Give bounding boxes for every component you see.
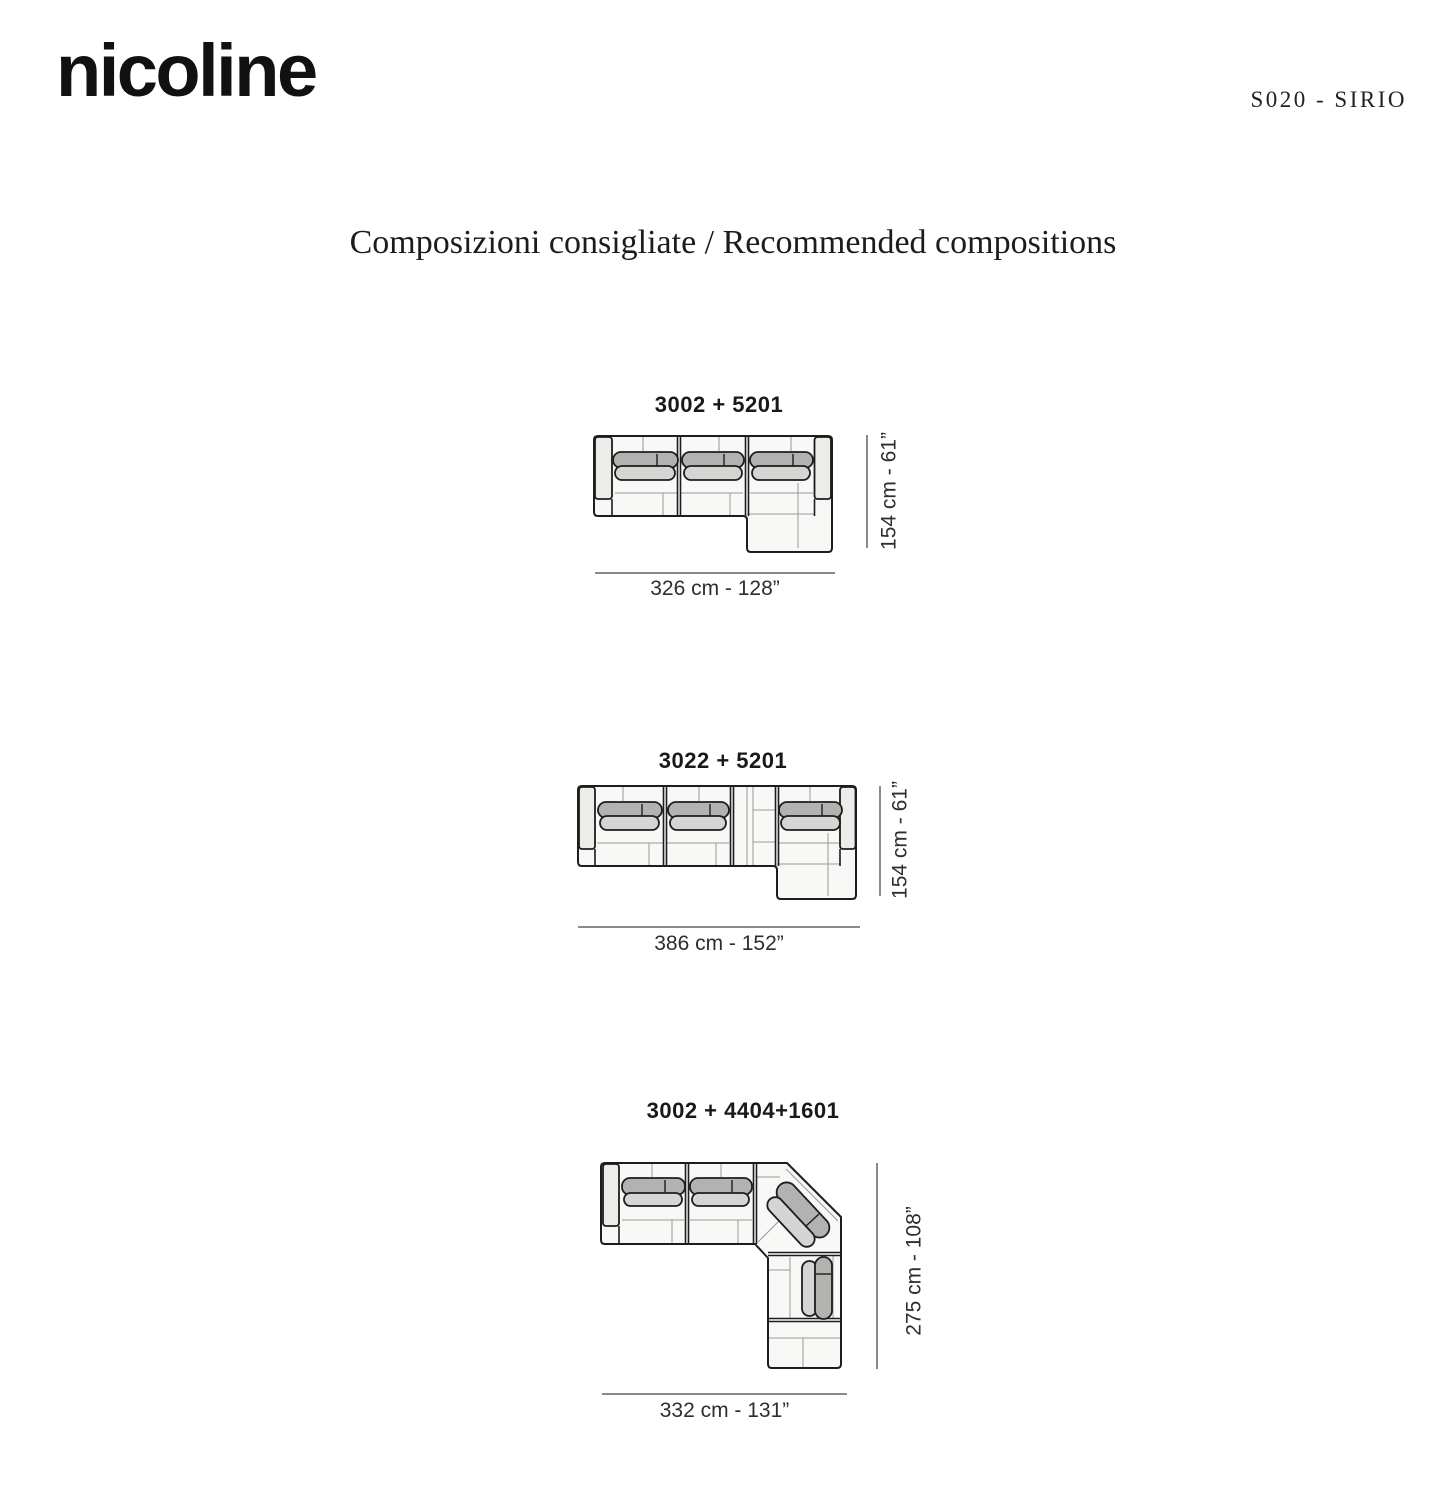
cushions bbox=[598, 802, 842, 830]
composition-2-title: 3022 + 5201 bbox=[658, 748, 788, 773]
left-armrest bbox=[579, 787, 595, 849]
composition-3-title: 3002 + 4404+1601 bbox=[646, 1098, 840, 1123]
left-armrest bbox=[603, 1164, 619, 1226]
height-dimension-line bbox=[879, 786, 881, 896]
page-title: Composizioni consigliate / Recommended compositions bbox=[349, 224, 1117, 261]
height-dimension-label: 275 cm - 108” bbox=[902, 1206, 926, 1336]
right-armrest bbox=[815, 437, 832, 499]
width-dimension-line bbox=[578, 926, 860, 928]
height-dimension-line bbox=[866, 435, 868, 548]
width-dimension-label: 332 cm - 131” bbox=[659, 1399, 790, 1422]
right-armrest bbox=[840, 787, 856, 849]
height-dimension-line bbox=[876, 1163, 878, 1369]
vertical-section-cushions bbox=[802, 1257, 832, 1319]
composition-3-diagram bbox=[600, 1162, 847, 1370]
width-dimension-line bbox=[602, 1393, 847, 1395]
width-dimension-label: 386 cm - 152” bbox=[654, 932, 784, 955]
composition-2-diagram bbox=[577, 785, 857, 899]
width-dimension-line bbox=[595, 572, 835, 574]
model-code: S020 - SIRIO bbox=[1250, 87, 1407, 112]
armrests bbox=[603, 1164, 619, 1226]
composition-1-diagram bbox=[593, 435, 833, 553]
brand-logo: nicoline bbox=[56, 29, 316, 112]
composition-1-title: 3002 + 5201 bbox=[654, 392, 784, 417]
height-dimension-label: 154 cm - 61” bbox=[888, 781, 912, 899]
width-dimension-label: 326 cm - 128” bbox=[650, 577, 780, 600]
cushions bbox=[613, 452, 813, 480]
height-dimension-label: 154 cm - 61” bbox=[877, 432, 901, 550]
left-armrest bbox=[595, 437, 612, 499]
